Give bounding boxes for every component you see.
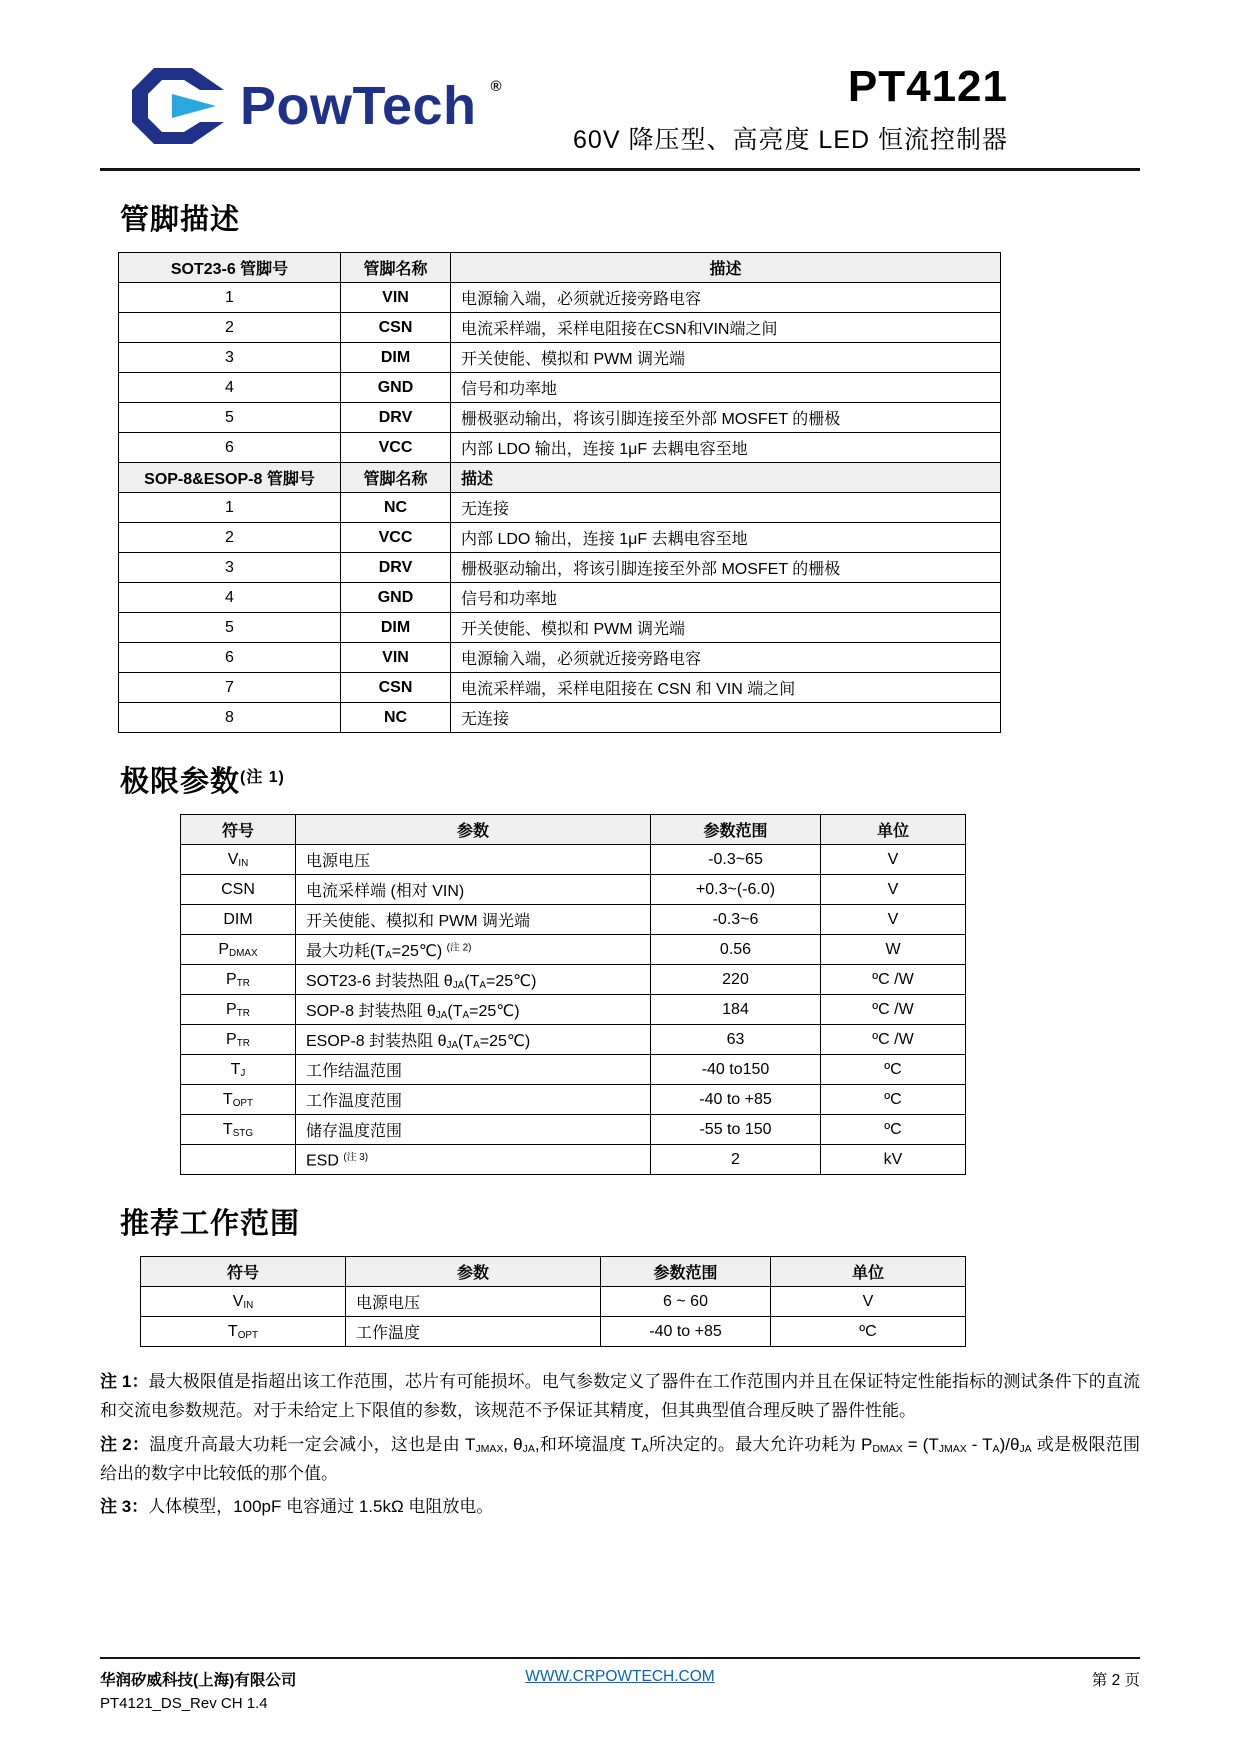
- range-value: -40 to +85: [601, 1317, 771, 1347]
- pin-description: 电源输入端，必须就近接旁路电容: [451, 283, 1001, 313]
- symbol: VIN: [181, 845, 296, 875]
- pin-name: VCC: [341, 433, 451, 463]
- pin-number: 3: [119, 343, 341, 373]
- document-revision: PT4121_DS_Rev CH 1.4: [100, 1695, 268, 1712]
- pin-name: GND: [341, 373, 451, 403]
- table-header-row: [141, 1257, 966, 1287]
- symbol: PDMAX: [181, 935, 296, 965]
- range-value: 2: [651, 1145, 821, 1175]
- table-row: [181, 905, 966, 935]
- table-row: [119, 433, 1001, 463]
- table-row: [141, 1317, 966, 1347]
- unit: V: [771, 1287, 966, 1317]
- pin-name: CSN: [341, 313, 451, 343]
- pin-name: GND: [341, 583, 451, 613]
- symbol: CSN: [181, 875, 296, 905]
- table-row: [119, 553, 1001, 583]
- limits-table: [180, 814, 966, 1175]
- table-row: [119, 373, 1001, 403]
- parameter: SOP-8 封装热阻 θJA(TA=25℃): [296, 995, 651, 1025]
- unit: ºC: [771, 1317, 966, 1347]
- symbol: TJ: [181, 1055, 296, 1085]
- pin-description: 信号和功率地: [451, 583, 1001, 613]
- range-value: 0.56: [651, 935, 821, 965]
- parameter: SOT23-6 封装热阻 θJA(TA=25℃): [296, 965, 651, 995]
- table-row: [119, 313, 1001, 343]
- range-value: +0.3~(-6.0): [651, 875, 821, 905]
- powtech-logo: [128, 60, 500, 152]
- pin-number: 5: [119, 613, 341, 643]
- page-header: [100, 56, 1140, 156]
- column-header-parameter: 参数: [346, 1257, 601, 1287]
- column-header-pin-name: 管脚名称: [341, 253, 451, 283]
- range-value: 184: [651, 995, 821, 1025]
- column-header-symbol: 符号: [181, 815, 296, 845]
- column-header-pin-number: SOP-8&ESOP-8 管脚号: [119, 463, 341, 493]
- notes-block: [100, 1363, 1140, 1521]
- pin-name: DRV: [341, 553, 451, 583]
- table-header-row: [119, 463, 1001, 493]
- column-header-unit: 单位: [771, 1257, 966, 1287]
- table-row: [141, 1287, 966, 1317]
- table-row: [181, 965, 966, 995]
- pin-name: DIM: [341, 343, 451, 373]
- unit: ºC: [821, 1085, 966, 1115]
- parameter: 电源电压: [296, 845, 651, 875]
- parameter: ESD $^{(注 3)}$: [296, 1145, 651, 1175]
- range-value: -0.3~65: [651, 845, 821, 875]
- pin-description: 电源输入端，必须就近接旁路电容: [451, 643, 1001, 673]
- symbol: PTR: [181, 995, 296, 1025]
- pin-description: 电流采样端，采样电阻接在CSN和VIN端之间: [451, 313, 1001, 343]
- parameter: 电源电压: [346, 1287, 601, 1317]
- note-2: 注 2：温度升高最大功耗一定会减小，这也是由 TJMAX, θJA,和环境温度 TA所决定的。最大允许功耗为 PDMAX = (TJMAX - TA)/θJA 或是极限范围给出的数字中比较低的那个值。: [100, 1434, 1140, 1483]
- note-1: 注 1：最大极限值是指超出该工作范围，芯片有可能损坏。电气参数定义了器件在工作范围内并且在保证特定性能指标的测试条件下的直流和交流电参数规范。对于未给定上下限值的参数，该规范不予保证其精度，但其典型值合理反映了器件性能。: [100, 1372, 1140, 1421]
- table-row: [181, 995, 966, 1025]
- table-row: [119, 613, 1001, 643]
- symbol: VIN: [141, 1287, 346, 1317]
- pin-description: 栅极驱动输出，将该引脚连接至外部 MOSFET 的栅极: [451, 553, 1001, 583]
- symbol: PTR: [181, 965, 296, 995]
- pin-number: 6: [119, 643, 341, 673]
- table-row: [181, 1025, 966, 1055]
- column-header-description: 描述: [451, 463, 1001, 493]
- symbol: TSTG: [181, 1115, 296, 1145]
- table-row: [119, 343, 1001, 373]
- table-row: [181, 1145, 966, 1175]
- table-row: [119, 493, 1001, 523]
- column-header-description: 描述: [451, 253, 1001, 283]
- table-row: [181, 1115, 966, 1145]
- unit: ºC: [821, 1115, 966, 1145]
- pin-description: 栅极驱动输出，将该引脚连接至外部 MOSFET 的栅极: [451, 403, 1001, 433]
- table-row: [119, 523, 1001, 553]
- table-row: [181, 1055, 966, 1085]
- page-footer: [100, 1657, 1140, 1712]
- unit: V: [821, 845, 966, 875]
- range-value: 220: [651, 965, 821, 995]
- pin-number: 4: [119, 583, 341, 613]
- pin-number: 2: [119, 313, 341, 343]
- symbol: TOPT: [181, 1085, 296, 1115]
- pin-number: 4: [119, 373, 341, 403]
- parameter: 工作结温范围: [296, 1055, 651, 1085]
- website-link[interactable]: WWW.CRPOWTECH.COM: [525, 1668, 715, 1685]
- title-block: [573, 64, 1140, 156]
- table-header-row: [119, 253, 1001, 283]
- pin-name: DIM: [341, 613, 451, 643]
- page-subtitle: 60V 降压型、高亮度 LED 恒流控制器: [573, 126, 1008, 155]
- pin-description: 电流采样端，采样电阻接在 CSN 和 VIN 端之间: [451, 673, 1001, 703]
- column-header-pin-name: 管脚名称: [341, 463, 451, 493]
- pin-number: 8: [119, 703, 341, 733]
- symbol: [181, 1145, 296, 1175]
- unit: ºC /W: [821, 995, 966, 1025]
- table-row: [119, 643, 1001, 673]
- pin-description: 开关使能、模拟和 PWM 调光端: [451, 343, 1001, 373]
- symbol: PTR: [181, 1025, 296, 1055]
- parameter: 最大功耗(TA=25℃) $^{(注 2)}$: [296, 935, 651, 965]
- pin-description: 无连接: [451, 703, 1001, 733]
- pin-name: DRV: [341, 403, 451, 433]
- parameter: 工作温度: [346, 1317, 601, 1347]
- pin-name: NC: [341, 493, 451, 523]
- registered-mark: ®: [490, 77, 502, 95]
- table-row: [119, 703, 1001, 733]
- column-header-range: 参数范围: [651, 815, 821, 845]
- pin-number: 1: [119, 283, 341, 313]
- pin-description: 内部 LDO 输出，连接 1μF 去耦电容至地: [451, 433, 1001, 463]
- column-header-range: 参数范围: [601, 1257, 771, 1287]
- powtech-logo-icon: [128, 60, 228, 152]
- pin-number: 7: [119, 673, 341, 703]
- table-row: [181, 1085, 966, 1115]
- pin-name: VIN: [341, 643, 451, 673]
- pin-name: CSN: [341, 673, 451, 703]
- pin-name: VCC: [341, 523, 451, 553]
- recommended-title: 推荐工作范围: [120, 1208, 301, 1241]
- parameter: 电流采样端 (相对 VIN): [296, 875, 651, 905]
- table-row: [119, 583, 1001, 613]
- pin-number: 1: [119, 493, 341, 523]
- column-header-symbol: 符号: [141, 1257, 346, 1287]
- company-name: 华润矽威科技(上海)有限公司: [100, 1672, 297, 1689]
- parameter: ESOP-8 封装热阻 θJA(TA=25℃): [296, 1025, 651, 1055]
- pin-name: VIN: [341, 283, 451, 313]
- symbol: DIM: [181, 905, 296, 935]
- table-header-row: [181, 815, 966, 845]
- limits-title: 极限参数$^{(注 1)}$: [120, 766, 285, 799]
- symbol: TOPT: [141, 1317, 346, 1347]
- table-row: [119, 283, 1001, 313]
- range-value: 63: [651, 1025, 821, 1055]
- table-row: [181, 935, 966, 965]
- unit: V: [821, 875, 966, 905]
- unit: W: [821, 935, 966, 965]
- pin-number: 3: [119, 553, 341, 583]
- column-header-unit: 单位: [821, 815, 966, 845]
- unit: kV: [821, 1145, 966, 1175]
- parameter: 开关使能、模拟和 PWM 调光端: [296, 905, 651, 935]
- column-header-pin-number: SOT23-6 管脚号: [119, 253, 341, 283]
- footer-rule: [100, 1657, 1140, 1659]
- pin-description: 开关使能、模拟和 PWM 调光端: [451, 613, 1001, 643]
- parameter: 储存温度范围: [296, 1115, 651, 1145]
- pin-description-title: 管脚描述: [120, 204, 241, 237]
- unit: ºC /W: [821, 965, 966, 995]
- range-value: -40 to150: [651, 1055, 821, 1085]
- note-3: 注 3：人体模型，100pF 电容通过 1.5kΩ 电阻放电。: [100, 1497, 494, 1517]
- pin-description: 信号和功率地: [451, 373, 1001, 403]
- table-row: [119, 673, 1001, 703]
- part-number: PT4121: [847, 62, 1008, 111]
- header-rule: [100, 168, 1140, 171]
- pin-description: 无连接: [451, 493, 1001, 523]
- page-number: 第 2 页: [1091, 1672, 1141, 1689]
- recommended-table: [140, 1256, 966, 1347]
- range-value: -55 to 150: [651, 1115, 821, 1145]
- unit: ºC /W: [821, 1025, 966, 1055]
- parameter: 工作温度范围: [296, 1085, 651, 1115]
- range-value: -0.3~6: [651, 905, 821, 935]
- pin-number: 5: [119, 403, 341, 433]
- range-value: -40 to +85: [651, 1085, 821, 1115]
- column-header-parameter: 参数: [296, 815, 651, 845]
- footer-left: [100, 1668, 447, 1712]
- brand-text: PowTech: [240, 76, 477, 136]
- range-value: 6 ~ 60: [601, 1287, 771, 1317]
- table-row: [119, 403, 1001, 433]
- pin-number: 6: [119, 433, 341, 463]
- unit: V: [821, 905, 966, 935]
- pin-description: 内部 LDO 输出，连接 1μF 去耦电容至地: [451, 523, 1001, 553]
- unit: ºC: [821, 1055, 966, 1085]
- pin-number: 2: [119, 523, 341, 553]
- table-row: [181, 845, 966, 875]
- table-row: [181, 875, 966, 905]
- pin-name: NC: [341, 703, 451, 733]
- pin-description-table: [118, 252, 1001, 733]
